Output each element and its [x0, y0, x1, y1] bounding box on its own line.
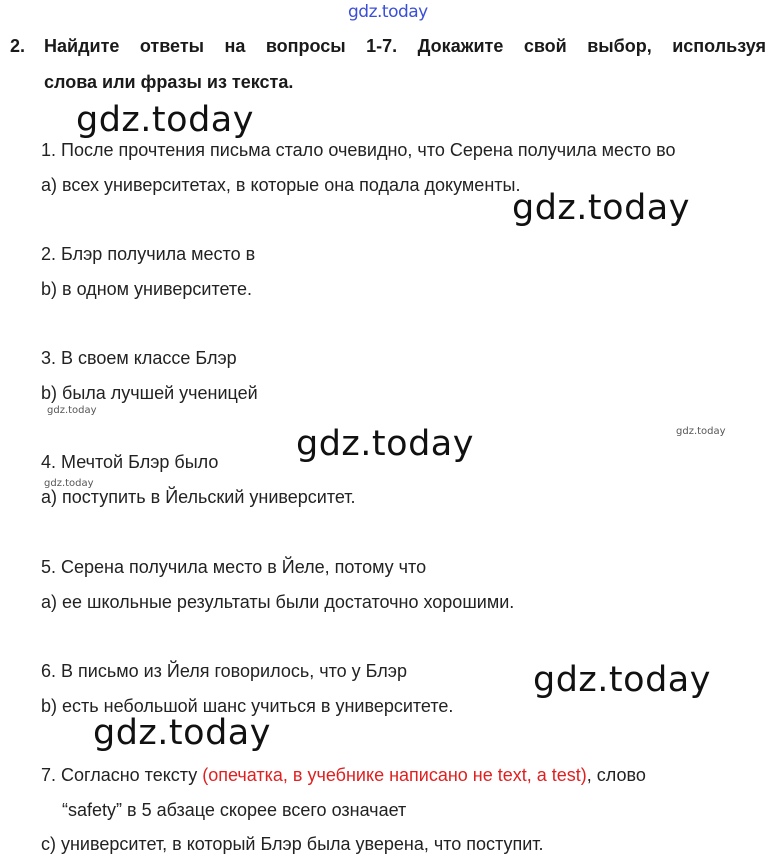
question-6: 6. В письмо из Йеля говорилось, что у Блэр [41, 661, 407, 681]
question-7 [41, 765, 646, 786]
watermark-big-1: gdz.today [76, 100, 254, 140]
task-number: 2. [10, 36, 26, 56]
typo-note: (опечатка, в учебнике написано не text, а test) [202, 765, 587, 785]
question-3: 3. В своем классе Блэр [41, 348, 237, 368]
watermark-small-3: gdz.today [44, 478, 94, 489]
question-4: 4. Мечтой Блэр было [41, 452, 219, 472]
question-2: 2. Блэр получила место в [41, 244, 256, 264]
watermark-small-1: gdz.today [47, 405, 97, 416]
answer-7: c) университет, в который Блэр была уверена, что поступит. [41, 834, 544, 854]
answer-1: a) всех университетах, в которые она подала документы. [41, 175, 521, 195]
answer-2: b) в одном университете. [41, 279, 252, 299]
answer-6: b) есть небольшой шанс учиться в университете. [41, 696, 454, 716]
watermark-top: gdz.today [348, 2, 428, 22]
watermark-small-2: gdz.today [676, 426, 726, 437]
watermark-big-4: gdz.today [533, 660, 711, 700]
answer-4: a) поступить в Йельский университет. [41, 487, 356, 507]
answer-5: a) ее школьные результаты были достаточно хорошими. [41, 592, 515, 612]
watermark-big-5: gdz.today [93, 713, 271, 753]
answer-3: b) была лучшей ученицей [41, 383, 258, 403]
question-1: 1. После прочтения письма стало очевидно, что Серена получила место во [41, 140, 676, 160]
question-5: 5. Серена получила место в Йеле, потому что [41, 557, 427, 577]
watermark-big-3: gdz.today [296, 424, 474, 464]
task-heading-line1: Найдите ответы на вопросы 1-7. Докажите свой выбор, используя [44, 36, 766, 56]
question-7-line2: “safety” в 5 абзаце скорее всего означает [62, 800, 407, 820]
question-7-part2: , слово [586, 765, 646, 785]
watermark-big-2: gdz.today [512, 188, 690, 228]
task-heading-line2: слова или фразы из текста. [44, 72, 294, 92]
question-7-part1: 7. Согласно тексту [41, 765, 203, 785]
